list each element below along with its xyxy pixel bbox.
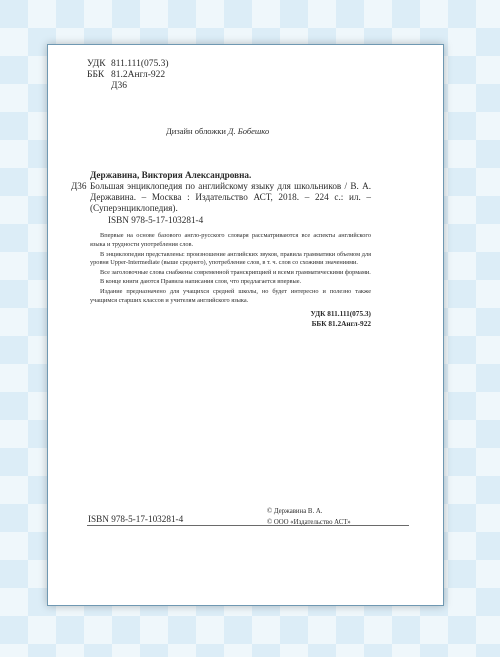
udk-label: УДК <box>87 59 106 69</box>
bbk-row <box>87 70 237 81</box>
bibliographic-description <box>71 170 371 329</box>
footer-rule <box>87 525 409 526</box>
isbn-inline: ISBN 978-5-17-103281-4 <box>108 215 204 226</box>
cover-design-credit <box>166 126 269 136</box>
final-classification-codes <box>71 309 371 329</box>
annotation-paragraph: В конце книги даются Правила написания слов, что предлагается впервые. <box>100 278 302 286</box>
isbn-footer: ISBN 978-5-17-103281-4 <box>88 514 184 524</box>
udk-value: 811.111(075.3) <box>111 59 169 69</box>
annotation-paragraph: Все заголовочные слова снабжены современной транскрипцией и всеми грамматическими формами. <box>100 268 371 276</box>
bbk-value: 81.2Англ-922 <box>111 70 166 80</box>
final-bbk: ББК 81.2Англ-922 <box>311 319 371 329</box>
final-udk: УДК 811.111(075.3) <box>310 309 371 319</box>
udk-row <box>87 59 237 70</box>
annotation <box>90 232 371 305</box>
annotation-paragraph: Впервые на основе базового англо-русского словаря рассматриваются все аспекты английского языка и трудности употребления слов. <box>90 232 371 248</box>
copyright-author: © Державина В. А. <box>267 508 323 515</box>
copyright-publisher: © ООО «Издательство АСТ» <box>267 519 351 526</box>
annotation-paragraph: Издание предназначено для учащихся средней школы, но будет интересно и полезно также учащимся старших классов и учителям английского языка. <box>90 287 371 304</box>
author-mark-row <box>87 81 237 92</box>
classification-block <box>87 59 237 92</box>
bibliographic-code: Д36 <box>71 181 87 191</box>
bbk-label: ББК <box>87 70 105 80</box>
bibliographic-entry <box>71 181 371 213</box>
author-mark: Д36 <box>111 81 127 91</box>
bibliographic-text: Большая энциклопедия по английскому языку для школьников / В. А. Державина. – Москва : Издательство АСТ, 2018. – 224 с.: ил. – (Суперэнциклопедия). <box>90 181 371 213</box>
author-heading: Державина, Виктория Александровна. <box>90 170 252 180</box>
annotation-paragraph: В энциклопедии представлены: произношение английских звуков, правила грамматики объемом для уровня Upper-Intermediate (выше среднего), употребление слов, в т. ч. слов со схожими значениями. <box>90 250 371 267</box>
cover-design-text: Дизайн обложки <box>166 126 226 136</box>
cover-designer-name: Д. Бобешко <box>228 126 270 136</box>
